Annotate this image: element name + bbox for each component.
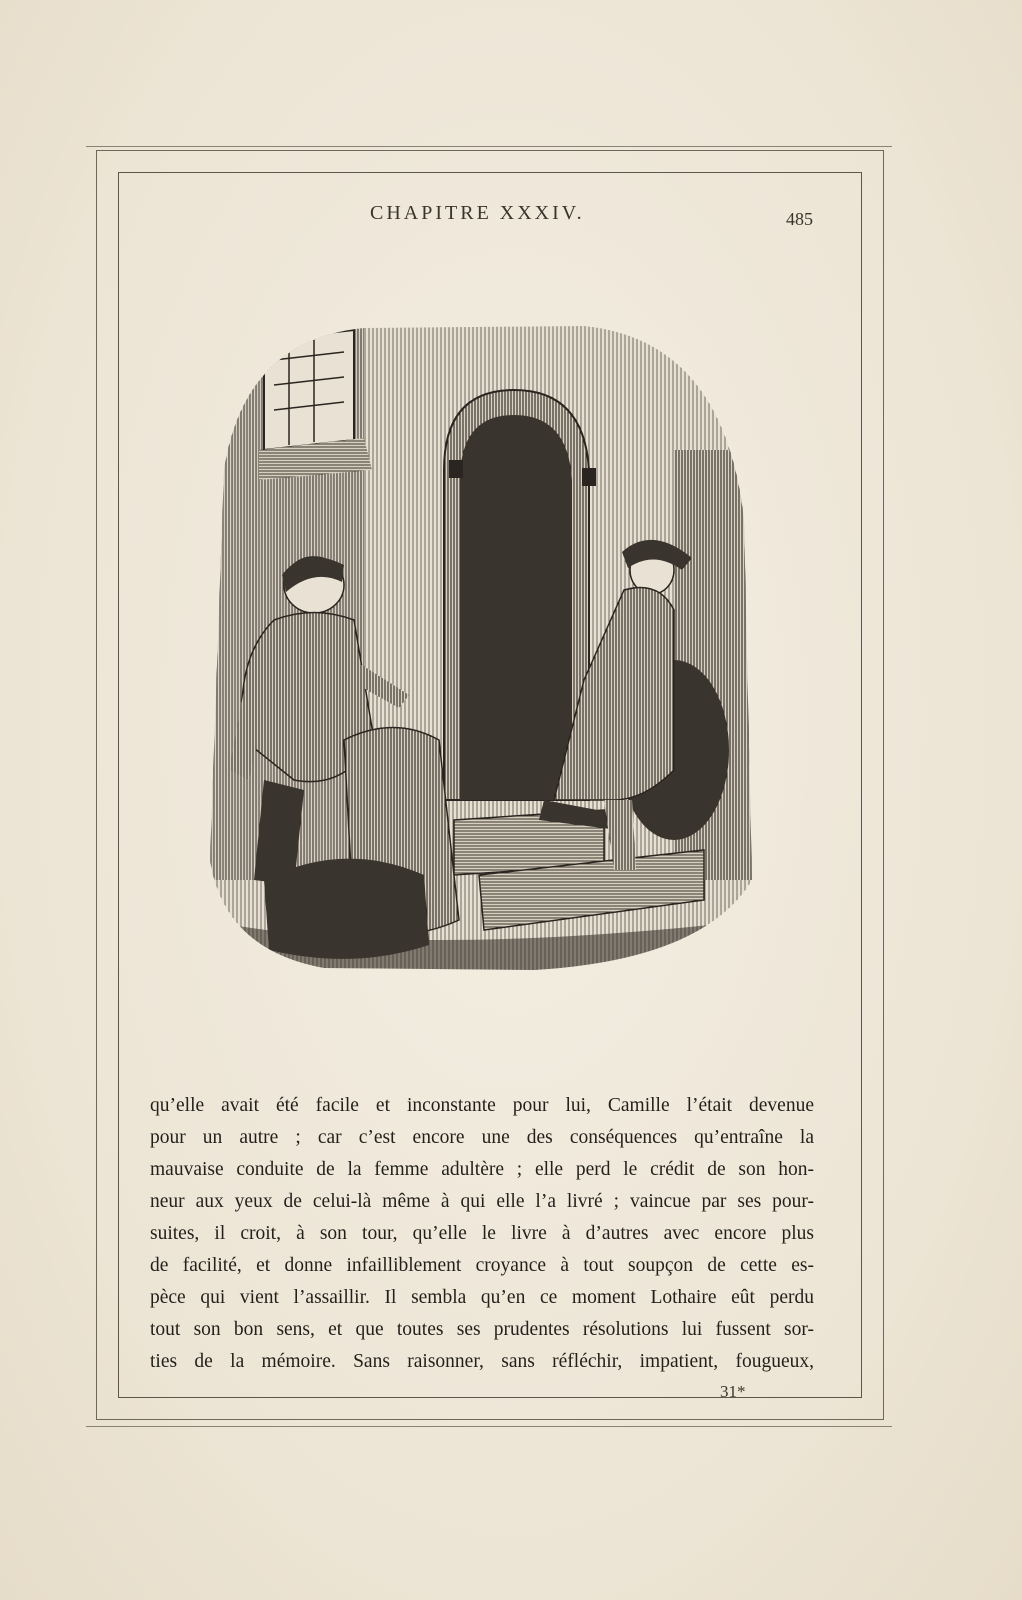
text-line: neur aux yeux de celui-là même à qui elle l’a livré ; vaincue par ses pour- [150,1191,814,1212]
text-line: pour un autre ; car c’est encore une des conséquences qu’entraîne la [150,1127,814,1148]
frame-rule-top [86,146,892,147]
engraving-illustration [204,320,756,974]
text-line: mauvaise conduite de la femme adultère ; elle perd le crédit de son hon- [150,1159,814,1180]
text-line: pèce qui vient l’assaillir. Il sembla qu’en ce moment Lothaire eût perdu [150,1287,814,1308]
text-line: tout son bon sens, et que toutes ses prudentes résolutions lui fussent sor- [150,1319,814,1340]
page-number: 485 [786,209,813,229]
text-line: suites, il croit, à son tour, qu’elle le livre à d’autres avec encore plus [150,1223,814,1244]
frame-rule-bottom [86,1426,892,1427]
signature-mark: 31* [720,1382,746,1401]
running-head: CHAPITRE XXXIV. [370,202,585,224]
text-line: ties de la mémoire. Sans raisonner, sans réfléchir, impatient, fougueux, [150,1351,814,1372]
text-line: qu’elle avait été facile et inconstante pour lui, Camille l’était devenue [150,1095,814,1116]
text-line: de facilité, et donne infailliblement croyance à tout soupçon de cette es- [150,1255,814,1276]
body-text [150,1090,814,1378]
